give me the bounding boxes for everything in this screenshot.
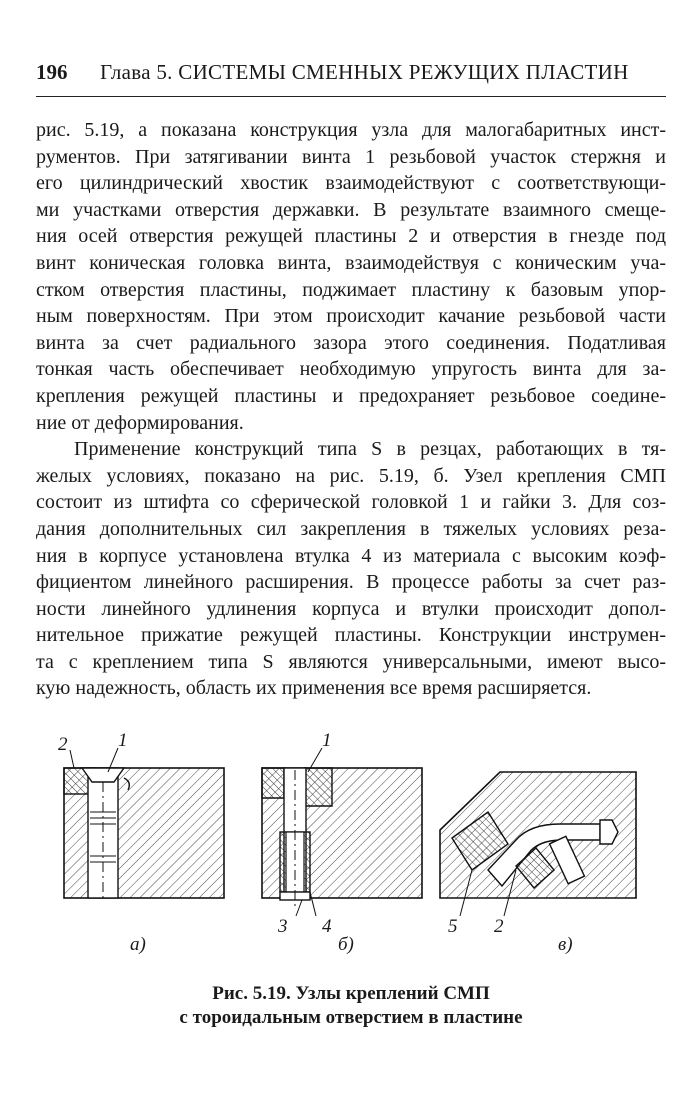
paragraph xyxy=(36,436,666,702)
subfigure-label-a: а) xyxy=(130,934,146,955)
text-line: стком отверстия пластины, поджимает пластину к базовым упор- xyxy=(36,278,666,301)
text-line: его цилиндрический хвостик взаимодействуют с соответствующи- xyxy=(36,172,666,195)
paragraph xyxy=(36,117,666,436)
text-line: крепления режущей пластины и предохраняет резьбовое соедине- xyxy=(36,384,666,407)
text-line: нительное прижатие режущей пластины. Конструкции инструмен- xyxy=(36,624,666,647)
text-line: ния в корпусе установлена втулка 4 из материала с высоким коэф- xyxy=(36,544,666,567)
text-line: состоит из штифта со сферической головкой 1 и гайки 3. Для соз- xyxy=(36,491,666,514)
callout-a-2: 2 xyxy=(58,734,68,755)
chapter-title: Глава 5. СИСТЕМЫ СМЕННЫХ РЕЖУЩИХ ПЛАСТИН xyxy=(100,60,629,84)
text-line: ния осей отверстия режущей пластины 2 и отверстия в гнезде под xyxy=(36,225,666,248)
text-line: Применение конструкций типа S в резцах, работающих в тя- xyxy=(74,438,666,461)
subfigure-c-drawing xyxy=(440,772,636,916)
body-text xyxy=(36,117,666,702)
callout-a-1: 1 xyxy=(118,730,128,751)
callout-c-5: 5 xyxy=(448,916,458,937)
caption-line: Рис. 5.19. Узлы креплений СМП xyxy=(212,983,490,1004)
text-line: кую надежность, область их применения все время расширяется. xyxy=(36,677,592,700)
subfigure-label-c: в) xyxy=(558,934,573,955)
figure-drawing xyxy=(40,720,660,965)
text-line: рументов. При затягивании винта 1 резьбовой участок стержня и xyxy=(36,145,666,168)
text-line: рис. 5.19, а показана конструкция узла для малогабаритных инст- xyxy=(36,119,666,141)
text-line: ности линейного удлинения корпуса и втулки происходит допол- xyxy=(36,597,666,620)
text-line: ным поверхностям. При этом происходит качание резьбовой части xyxy=(36,305,666,328)
text-line: ми участками отверстия державки. В результате взаимного смеще- xyxy=(36,198,666,221)
text-line: тонкая часть обеспечивает необходимую упругость винта для за- xyxy=(36,358,666,381)
figure-5-19 xyxy=(40,720,660,965)
subfigure-b-drawing xyxy=(262,748,422,916)
header-rule xyxy=(36,96,666,97)
page-header xyxy=(36,56,666,92)
text-line: фициентом линейного расширения. В процессе работы за счет раз- xyxy=(36,571,666,594)
text-line: желых условиях, показано на рис. 5.19, б. Узел крепления СМП xyxy=(36,464,666,487)
figure-caption xyxy=(36,982,666,1030)
text-line: та с креплением типа S являются универсальными, имеют высо- xyxy=(36,650,666,673)
subfigure-label-b: б) xyxy=(338,934,354,955)
text-line: винт коническая головка винта, взаимодействуя с коническим уча- xyxy=(36,251,666,274)
callout-b-4: 4 xyxy=(322,916,332,937)
callout-b-3: 3 xyxy=(278,916,288,937)
text-line: ние от деформирования. xyxy=(36,411,244,434)
text-line: дания дополнительных сил закрепления в тяжелых условиях реза- xyxy=(36,517,666,540)
callout-b-1: 1 xyxy=(322,730,332,751)
text-line: винта за счет радиального зазора этого соединения. Податливая xyxy=(36,331,666,354)
page-number: 196 xyxy=(36,60,68,84)
subfigure-a-drawing xyxy=(64,748,224,898)
callout-c-2: 2 xyxy=(494,916,504,937)
caption-line: с тороидальным отверстием в пластине xyxy=(179,1007,523,1028)
